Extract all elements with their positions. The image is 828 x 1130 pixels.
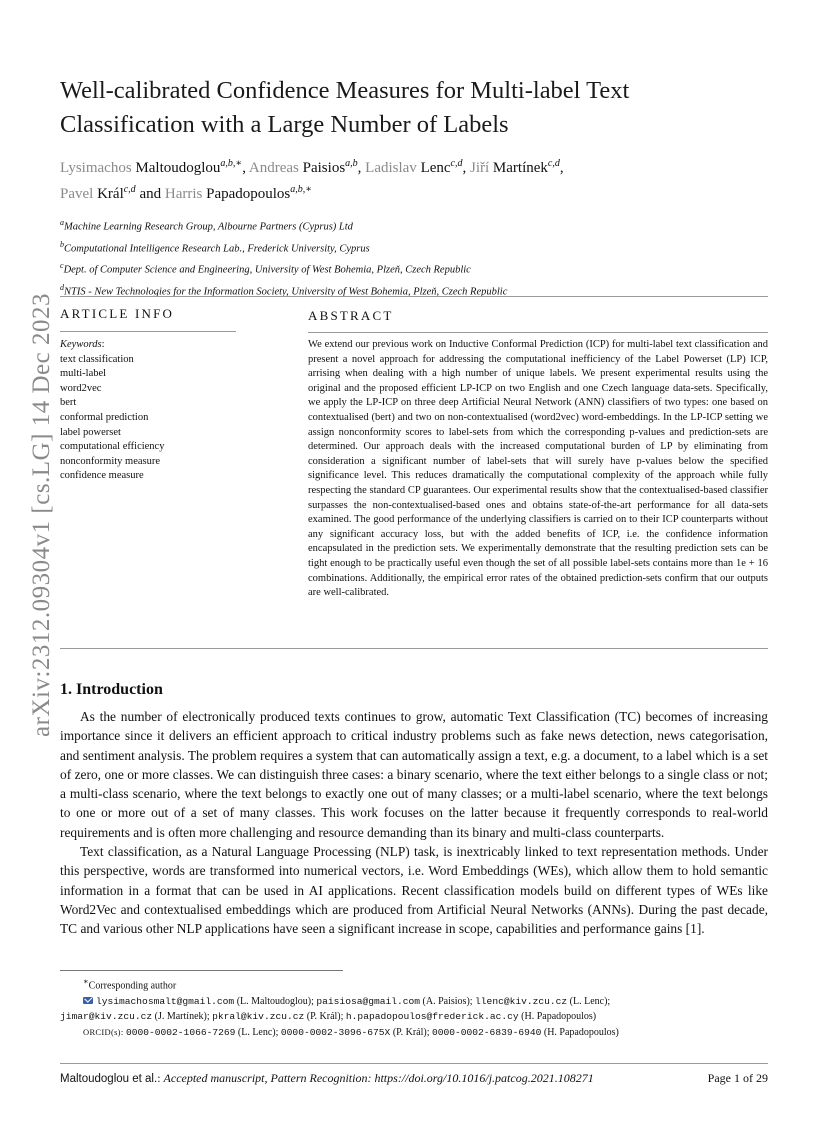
author: Ladislav Lenc$^{c,d}$, [365,158,470,176]
email-link[interactable]: jimar@kiv.zcu.cz [60,1011,153,1023]
footer-citation: Maltoudoglou et al.: Accepted manuscript, Pattern Recognition: https://doi.org/10.1016/j.patcog.2021.108271 [60,1071,594,1085]
keyword: text classification [60,353,134,365]
affiliation: $^b$Computational Intelligence Research Lab., Frederick University, Cyprus [60,239,370,254]
author: Andreas Paisios$^{a,b}$, [248,158,366,176]
keyword: word2vec [60,382,102,394]
paragraph: As the number of electronically produced texts continues to grow, automatic Text Classification (TC) becomes of increasing importance since it delivers an efficient approach to critical industry problems such as fake news detection, news categorisation, and sentiment analysis. The problem requires a system that can automatically assign a text, e.g. a document, to a label which is a set of zero, one or more classes. We can distinguish three cases: a binary scenario, where the text either belongs to a single class or not; a multi-class scenario, where the text belongs to exactly one out of many classes; or a multi-label scenario, where the text belongs to one or more out of a set of many classes. This work focuses on the latter because it frequently corresponds to real-world requirements and is often more challenging and resource demanding than its binary and multi-class counterparts. [60,709,768,840]
orcid-label: ORCID(s): [83,1026,124,1037]
keyword: bert [60,397,77,409]
keyword: multi-label [60,368,107,380]
email-link[interactable]: lysimachosmalt@gmail.com [96,995,235,1007]
orcid-id[interactable]: 0000-0002-3096-675X [280,1026,391,1038]
email-list: lysimachosmalt@gmail.com (L. Maltoudoglou); paisiosa@gmail.com (A. Paisios); llenc@kiv.zcu.cz (L. Lenc); [60,994,768,1010]
orcid-id[interactable]: 0000-0002-1066-7269 [125,1026,236,1038]
keyword: label powerset [60,426,121,438]
arxiv-stamp [18,245,66,785]
keyword: computational efficiency [60,441,165,453]
arxiv-stamp-text: arXiv:2312.09304v1 [cs.LG] 14 Dec 2023 [28,293,55,737]
introduction-body [60,707,768,939]
doi-link[interactable]: Accepted manuscript, Pattern Recognition: https://doi.org/10.1016/j.patcog.2021.108271 [163,1071,594,1085]
keywords-block: Keywords: text classification multi-label word2vec bert conformal prediction label powerset computational efficiency nonconformity measure confidence measure [60,338,260,484]
email-link[interactable]: llenc@kiv.zcu.cz [475,995,568,1007]
keyword: confidence measure [60,470,144,482]
footnote-rule [60,970,343,971]
keyword: nonconformity measure [60,455,161,467]
email-link[interactable]: pkral@kiv.zcu.cz [212,1011,305,1023]
envelope-icon [83,997,93,1004]
section-heading-introduction: 1. Introduction [60,681,163,698]
divider [308,332,768,333]
orcid-list: ORCID(s): 0000-0002-1066-7269 (L. Lenc); 0000-0002-3096-675X (P. Král); 0000-0002-6839-6940 (H. Papadopoulos) [83,1026,619,1038]
corresponding-author-note: ∗Corresponding author [83,977,177,992]
keywords-label: Keywords [60,339,102,350]
abstract-heading: ABSTRACT [308,308,394,323]
author: Harris Papadopoulos$^{a,b,∗}$ [164,184,313,202]
abstract-text: We extend our previous work on Inductive Conformal Prediction (ICP) for multi-label text classification and present a novel approach for addressing the computational inefficiency of the Label Powerset (LP) ICP, arrising when dealing with a high number of unique labels. We present experimental results using the original and the proposed efficient LP-ICP on two English and one Czech language data-sets. Specifically, we apply the LP-ICP on three deep Artificial Neural Network (ANN) classifiers of two types: one based on contextualised (bert) and two on non-contextualised (word2vec) word-embeddings. In the LP-ICP setting we assign nonconformity scores to label-sets from which the corresponding p-values and prediction-sets are determined. Our approach deals with the increased computational burden of LP by eliminating from consideration a significant number of label-sets that will surely have p-values below the specified significance level. This reduces dramatically the computational complexity of the approach while fully respecting the standard CP guarantees. Our experimental results show that the contextualised-based classifier surpasses the non-contextualised-based ones and obtains state-of-the-art performance for all data-sets examined. The good performance of the underlying classifiers is carried on to their ICP counterparts without any significant accuracy loss, but with the added benefits of ICP, i.e. the confidence information encapsulated in the prediction sets. We experimentally demonstrate that the resulting prediction sets can be tight enough to be practically useful even though the set of all possible label-sets contains more than 1e + 16 combinations. Additionally, the empirical error rates of the obtained prediction-sets confirm that our outputs are well-calibrated. [308,339,768,599]
article-info-heading: ARTICLE INFO [60,306,175,321]
affiliation: $^a$Machine Learning Research Group, Albourne Partners (Cyprus) Ltd [60,218,353,233]
divider [60,648,768,649]
author: Lysimachos Maltoudoglou$^{a,b,∗}$, [60,158,249,176]
divider [60,331,236,332]
paper-title: Well-calibrated Confidence Measures for Multi-label Text Classification with a Large Number of Labels [60,77,630,138]
divider [60,296,768,297]
keyword: conformal prediction [60,411,149,423]
author: Jiří Martínek$^{c,d}$, [470,158,564,176]
affiliation: $^d$NTIS - New Technologies for the Information Society, University of West Bohemia, Plzeň, Czech Republic [60,282,508,297]
email-list-cont: jimar@kiv.zcu.cz (J. Martínek); pkral@kiv.zcu.cz (P. Král); h.papadopoulos@frederick.ac.cy (H. Papadopoulos) [60,1011,597,1023]
footer-rule [60,1063,768,1064]
page-number: Page 1 of 29 [707,1071,768,1085]
affiliation: $^c$Dept. of Computer Science and Engineering, University of West Bohemia, Plzeň, Czech Republic [60,261,471,276]
orcid-id[interactable]: 0000-0002-6839-6940 [431,1026,542,1038]
footnote [60,974,768,1040]
affiliations [60,214,780,300]
author-list [60,153,780,205]
email-link[interactable]: h.papadopoulos@frederick.ac.cy [345,1011,519,1023]
email-link[interactable]: paisiosa@gmail.com [316,995,421,1007]
author: Pavel Král$^{c,d}$ and [60,184,165,202]
paragraph: Text classification, as a Natural Language Processing (NLP) task, is inextricably linked to text representation methods. Under this perspective, words are transformed into numerical vectors, i.e. Word Embeddings (WEs), which allow them to hold semantic information in a format that can be used in AI applications. Recent classification models build on different types of WEs like Word2Vec and contextualised embeddings which are produced from Artificial Neural Networks (ANNs). During the past decade, TC and various other NLP applications have seen a significant increase in scope, capabilities and performance gains [1]. [60,844,768,937]
